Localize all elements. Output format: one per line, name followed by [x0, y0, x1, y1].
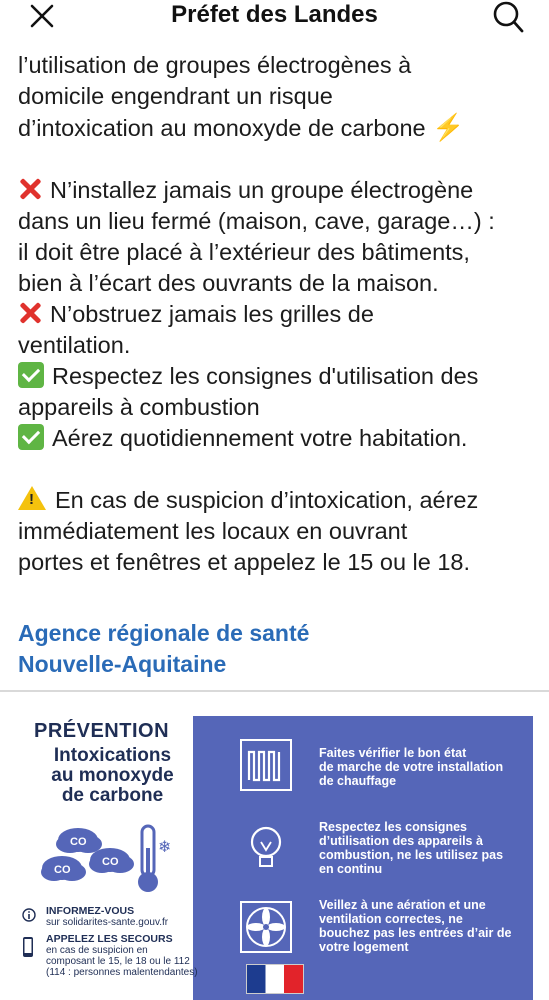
post-item	[18, 423, 538, 454]
subtitle-line: de carbone	[61, 785, 164, 806]
co-label: CO	[54, 864, 71, 876]
check-mark-icon	[18, 362, 44, 388]
author-link-line[interactable]: Agence régionale de santé	[18, 620, 310, 646]
post-text: il doit être placé à l’extérieur des bâtiments,	[18, 239, 470, 265]
author-link[interactable]	[18, 618, 309, 680]
page-title: Préfet des Landes	[171, 1, 378, 28]
info-title: INFORMEZ-VOUS	[46, 905, 135, 917]
cross-mark-icon	[18, 177, 42, 201]
post-text: domicile engendrant un risque	[18, 83, 333, 109]
post-item	[18, 485, 538, 516]
post-text: dans un lieu fermé (maison, cave, garage…) :	[18, 208, 495, 234]
author-link-line[interactable]: Nouvelle-Aquitaine	[18, 651, 227, 677]
post-body	[18, 50, 538, 578]
top-bar	[0, 0, 549, 44]
co-label: CO	[102, 856, 119, 868]
tip-ventilation	[319, 898, 524, 954]
cross-mark-icon	[18, 301, 42, 325]
call-line: composant le 15, le 18 ou le 112	[46, 956, 190, 967]
republique-francaise-logo	[246, 964, 304, 994]
post-text: d’intoxication au monoxyde de carbone	[18, 115, 426, 141]
post-text: appareils à combustion	[18, 394, 260, 420]
tip-line: combustion, ne les utilisez pas	[319, 848, 504, 862]
tip-line: en continu	[319, 862, 383, 876]
info-subtitle: sur solidarites-sante.gouv.fr	[46, 917, 169, 928]
post-text: portes et fenêtres et appelez le 15 ou le 18.	[18, 549, 471, 575]
fan-icon	[239, 900, 293, 954]
tip-line: d’utilisation des appareils à	[319, 834, 483, 848]
tip-line: Respectez les consignes	[319, 820, 467, 834]
check-mark-icon	[18, 424, 44, 450]
subtitle-line: au monoxyde	[51, 765, 174, 786]
post-text: N’obstruez jamais les grilles de	[50, 301, 374, 327]
post-text: N’installez jamais un groupe électrogène	[50, 177, 474, 203]
infographic-subtitle	[30, 746, 195, 806]
post-item	[18, 361, 538, 392]
infographic-heading: PRÉVENTION	[34, 720, 170, 742]
co-label: CO	[70, 836, 87, 848]
tips-panel	[193, 716, 533, 1000]
post-text: immédiatement les locaux en ouvrant	[18, 518, 408, 544]
tip-line: Faites vérifier le bon état	[319, 746, 467, 760]
subtitle-line: Intoxications	[53, 745, 172, 766]
post-text: Aérez quotidiennement votre habitation.	[52, 425, 468, 451]
search-icon[interactable]	[491, 0, 525, 34]
post-text: Respectez les consignes d'utilisation des	[52, 363, 479, 389]
radiator-icon	[239, 738, 293, 792]
call-line: (114 : personnes malentendantes)	[46, 967, 198, 978]
warning-icon: !	[18, 486, 46, 510]
post-text: ventilation.	[18, 332, 131, 358]
lightning-icon: ⚡	[432, 112, 465, 142]
post-text: En cas de suspicion d’intoxication, aérez	[55, 487, 479, 513]
post-text: bien à l’écart des ouvrants de la maison.	[18, 270, 439, 296]
post-item	[18, 299, 538, 330]
lightbulb-icon	[239, 820, 293, 874]
prevention-infographic[interactable]	[16, 706, 533, 1000]
post-text: l’utilisation de groupes électrogènes à	[18, 52, 412, 78]
tip-line: votre logement	[319, 940, 409, 954]
info-icon	[22, 908, 36, 922]
info-block	[22, 906, 168, 928]
svg-text:❄: ❄	[158, 837, 172, 856]
call-line: en cas de suspicion en	[46, 945, 148, 956]
post-text	[18, 112, 538, 144]
call-block	[22, 934, 198, 978]
tip-line: bouchez pas les entrées d’air de	[319, 926, 512, 940]
co-clouds-icon	[40, 822, 180, 902]
tip-line: Veillez à une aération et une	[319, 898, 486, 912]
tip-line: de marche de votre installation	[319, 760, 504, 774]
tip-heating	[319, 746, 524, 788]
tip-combustion	[319, 820, 524, 876]
tip-line: ventilation correctes, ne	[319, 912, 463, 926]
post-item	[18, 175, 538, 206]
divider	[0, 690, 549, 692]
tip-line: de chauffage	[319, 774, 397, 788]
phone-icon	[22, 936, 34, 958]
call-title: APPELEZ LES SECOURS	[46, 933, 173, 945]
